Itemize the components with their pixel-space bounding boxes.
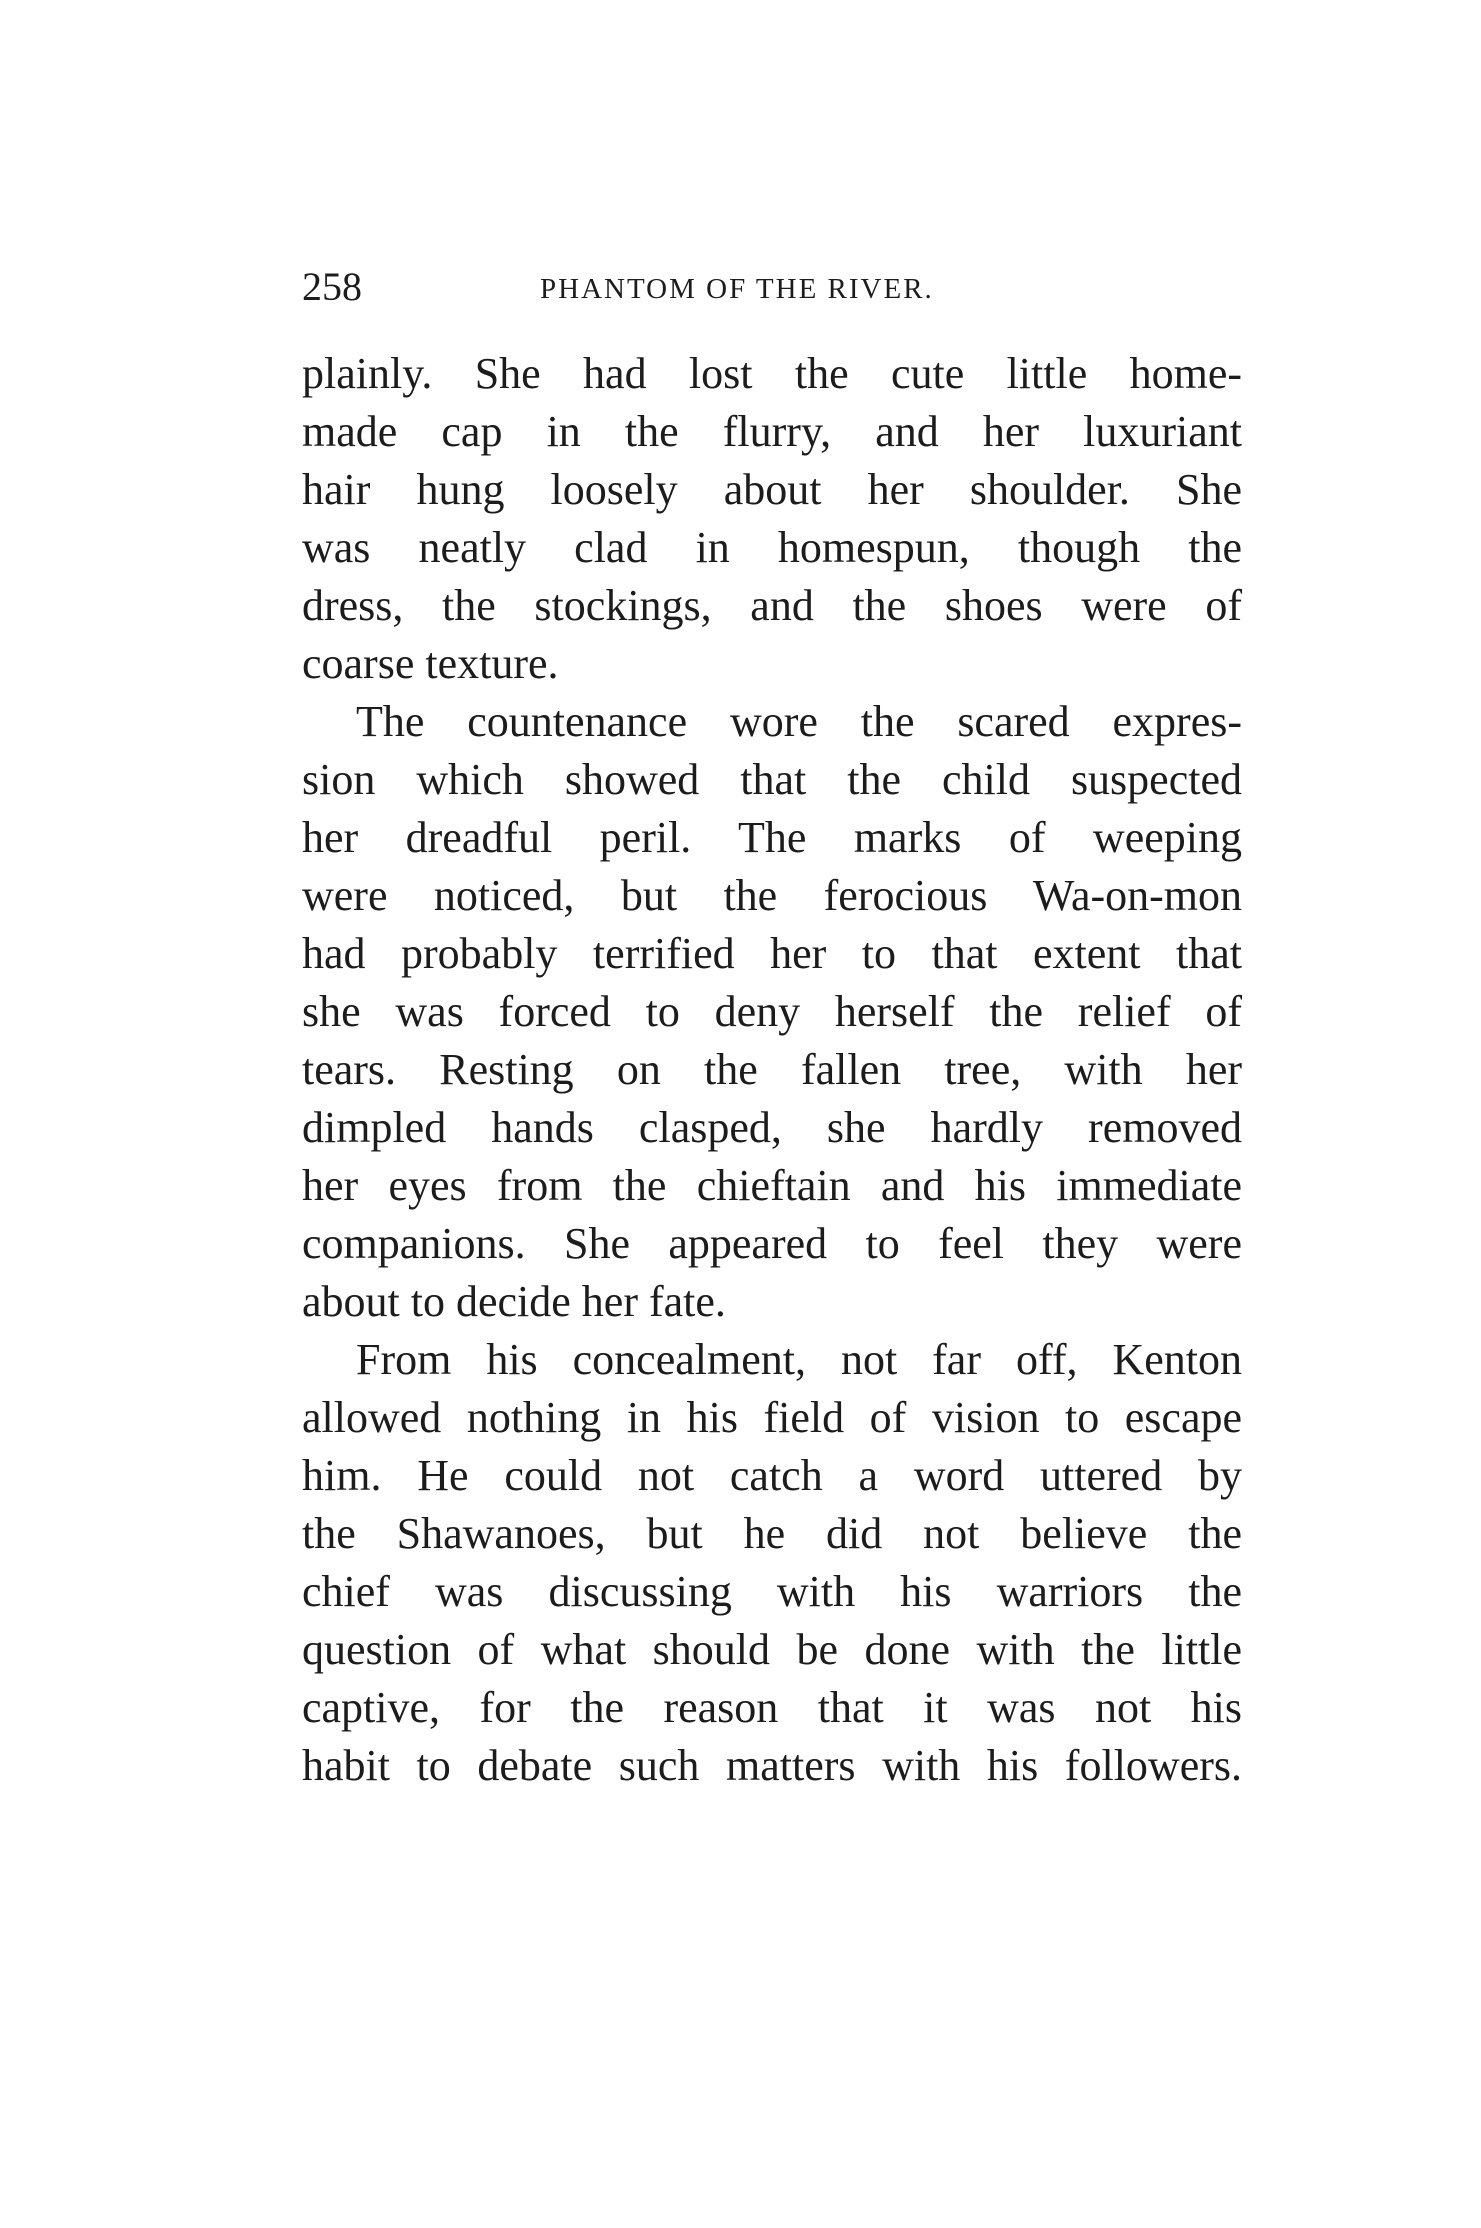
- text-line: captive, for the reason that it was not his: [302, 1683, 1242, 1732]
- text-line: chief was discussing with his warriors the: [302, 1567, 1242, 1616]
- text-line: her eyes from the chieftain and his immediate: [302, 1161, 1242, 1210]
- text-line: hair hung loosely about her shoulder. She: [302, 465, 1242, 514]
- text-line: were noticed, but the ferocious Wa-on-mon: [302, 871, 1242, 920]
- text-line: she was forced to deny herself the relief of: [302, 987, 1242, 1036]
- text-line: question of what should be done with the little: [302, 1625, 1242, 1674]
- running-title: PHANTOM OF THE RIVER.: [540, 273, 934, 305]
- paragraph-3: [302, 1331, 1242, 1795]
- text-line: The countenance wore the scared expres-: [356, 697, 1242, 746]
- text-line: her dreadful peril. The marks of weeping: [302, 813, 1242, 862]
- text-line: the Shawanoes, but he did not believe the: [302, 1509, 1242, 1558]
- text-line: allowed nothing in his field of vision to escape: [302, 1393, 1242, 1442]
- text-line: coarse texture.: [302, 639, 559, 688]
- body-text: [302, 345, 1242, 1795]
- text-line: dress, the stockings, and the shoes were of: [302, 581, 1242, 630]
- text-line: him. He could not catch a word uttered by: [302, 1451, 1242, 1500]
- text-line: was neatly clad in homespun, though the: [302, 523, 1242, 572]
- text-line: about to decide her fate.: [302, 1277, 726, 1326]
- text-line: From his concealment, not far off, Kenton: [356, 1335, 1242, 1384]
- text-line: companions. She appeared to feel they were: [302, 1219, 1242, 1268]
- text-line: sion which showed that the child suspected: [302, 755, 1242, 804]
- text-line: tears. Resting on the fallen tree, with her: [302, 1045, 1242, 1094]
- paragraph-2: [302, 693, 1242, 1331]
- text-line: dimpled hands clasped, she hardly removed: [302, 1103, 1242, 1152]
- text-line: had probably terrified her to that extent that: [302, 929, 1242, 978]
- page-number: 258: [302, 264, 362, 309]
- text-line: made cap in the flurry, and her luxuriant: [302, 407, 1242, 456]
- text-line: habit to debate such matters with his followers.: [302, 1741, 1242, 1790]
- page-header: [302, 262, 1242, 312]
- paragraph-1: [302, 345, 1242, 693]
- text-line: plainly. She had lost the cute little home-: [302, 349, 1242, 398]
